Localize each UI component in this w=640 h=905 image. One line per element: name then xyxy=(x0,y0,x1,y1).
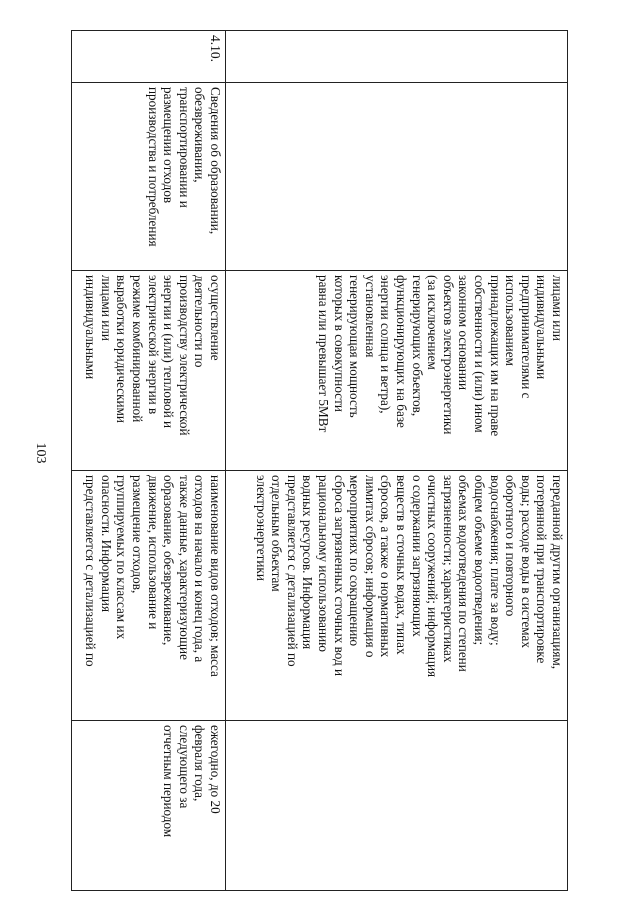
row-number-cell xyxy=(72,31,226,83)
reporting-period-cell xyxy=(226,721,568,891)
information-content-cell xyxy=(72,471,226,721)
report-table xyxy=(71,30,568,891)
reporting-subject: лицами или индивидуальными предпринимателями с использованием принадлежащих им на праве собственности и (или) ином законном основании объектов электроэнергетики (за исключением генерирующих объектов, функционирующих на базе энергии солнца и ветра), установленная генерирующая мощность которых в совокупности равна или превышает 5МВт xyxy=(316,275,565,437)
reporting-period-cell xyxy=(72,721,226,891)
information-content-cell xyxy=(226,471,568,721)
information-content: наименование видов отходов; масса отходов на начало и конец года, а также данные, характеризующие образование, обезвреживание, движение, использование и размещение отходов, группируемых по классам их опасности. Информация представляется с детализацией по xyxy=(83,475,223,677)
information-content: переданной другим организациям, потерянной при транспортировке воды; расходе воды в системах оборотного и повторного водоснабжения; плате за воду; общем объеме водоотведения; объемах водоотведения по степени загрязненности; характеристиках очистных сооружений; информация о содержании загрязняющих веществ в сточных водах, типах сбросов, а также о нормативных лимитах сбросов; информация о мероприятиях по сокращению сброса загрязненных сточных вод и рациональному использованию водных ресурсов. Информация представляется с детализацией по отдельным объектам электроэнергетики xyxy=(253,475,565,678)
indicator-name: Сведения об образовании, обезвреживании, транспортировании и размещении отходов производства и потребления xyxy=(145,87,223,247)
indicator-name-cell xyxy=(226,83,568,271)
reporting-subject-cell xyxy=(226,271,568,471)
table-row xyxy=(226,31,568,891)
table-row xyxy=(72,31,226,891)
row-number-cell xyxy=(226,31,568,83)
reporting-subject: осуществление деятельности по производству электрической энергии и (или) тепловой и электрической энергии в режиме комбинированной выработки юридическими лицами или индивидуальными xyxy=(83,275,223,436)
page-number: 103 xyxy=(33,442,48,464)
indicator-name-cell xyxy=(72,83,226,271)
reporting-period: ежегодно, до 20 февраля года, следующего за отчетным периодом xyxy=(161,725,223,838)
row-number: 4.10. xyxy=(208,35,223,62)
reporting-subject-cell xyxy=(72,271,226,471)
